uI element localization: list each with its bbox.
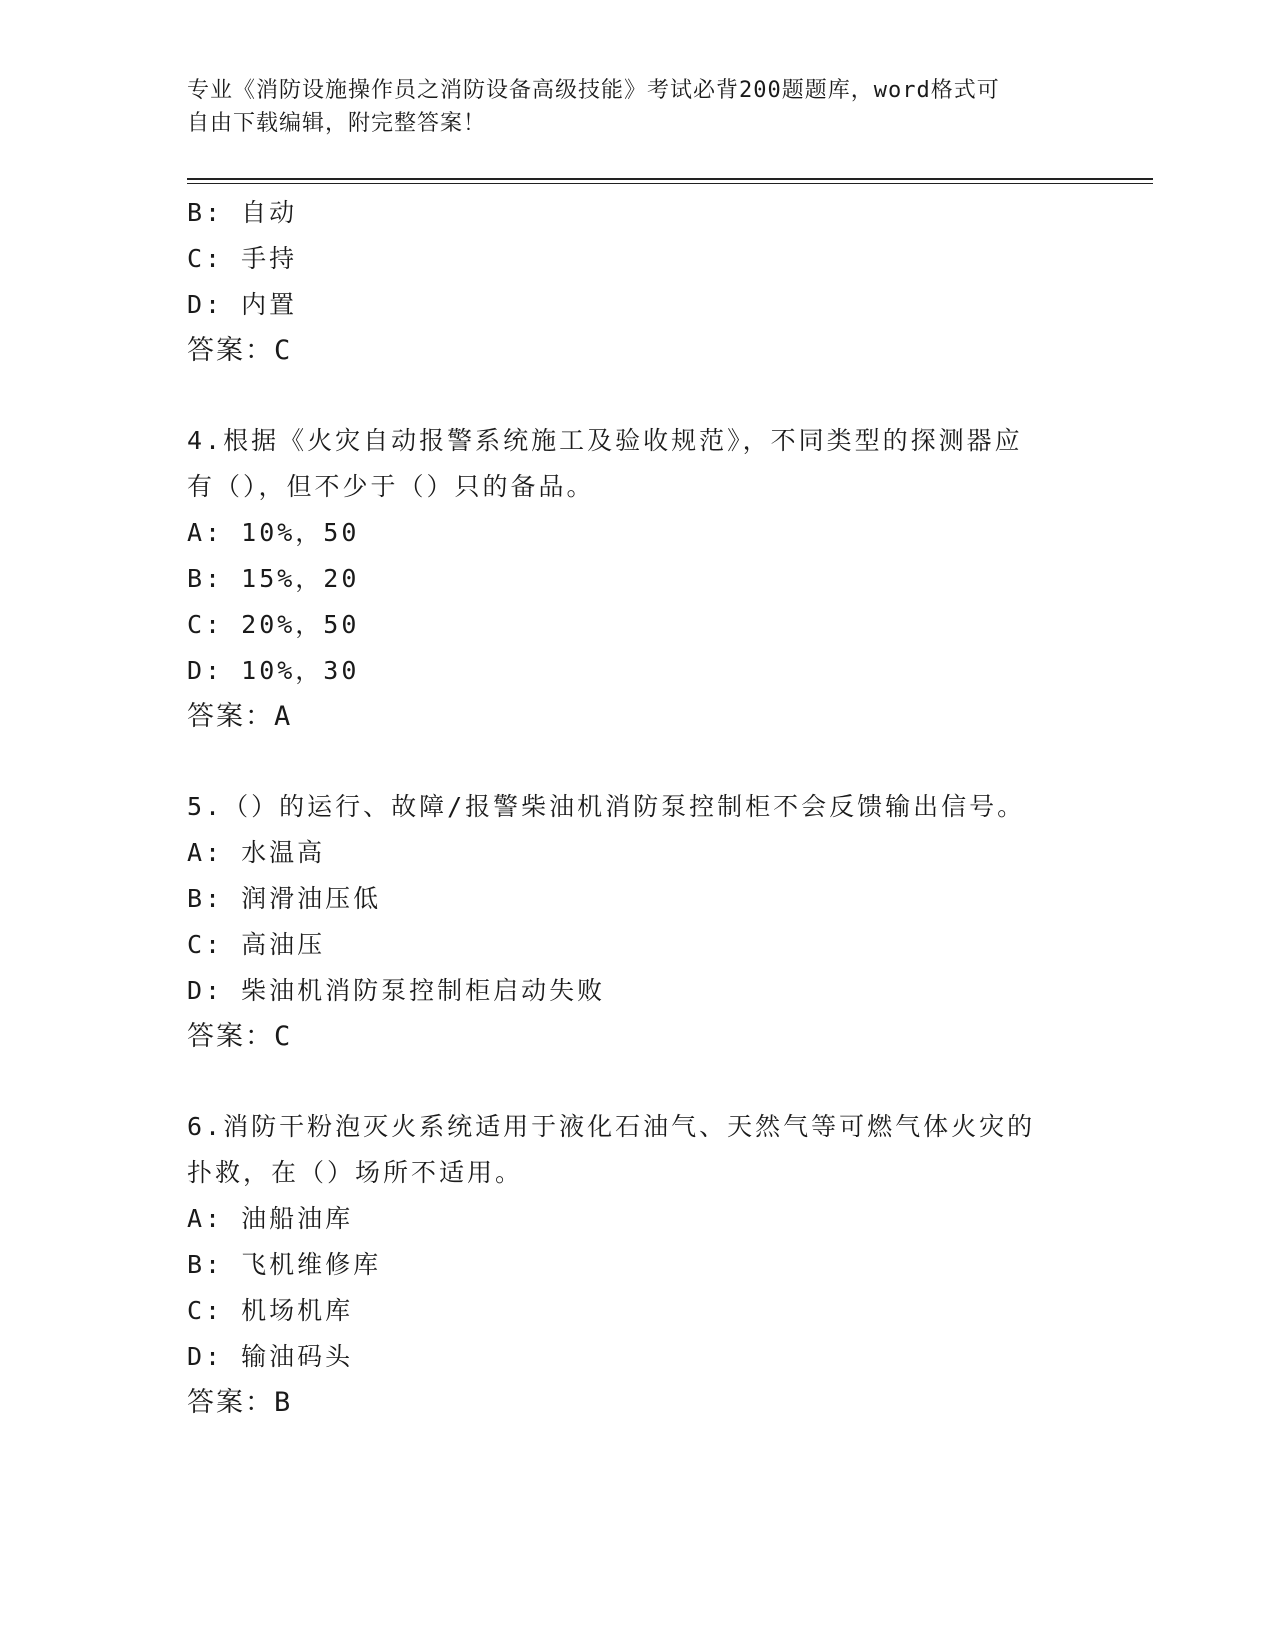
option-d: D: 输油码头 [187, 1342, 354, 1371]
question-list [187, 190, 1087, 1426]
question-stem: 6.消防干粉泡灭火系统适用于液化石油气、天然气等可燃气体火灾的 [187, 1112, 1036, 1141]
document-header: 专业《消防设施操作员之消防设备高级技能》考试必背200题题库，word格式可 自由下载编辑，附完整答案！ [187, 78, 1000, 136]
question-3-continued [187, 190, 1087, 374]
answer: 答案：C [187, 1021, 293, 1052]
answer: 答案：A [187, 701, 293, 732]
header-divider-thin [187, 183, 1153, 184]
question-4 [187, 418, 1087, 740]
option-a: A: 水温高 [187, 838, 326, 867]
option-d: D: 柴油机消防泵控制柜启动失败 [187, 976, 606, 1005]
option-d: D: 10%，30 [187, 656, 360, 685]
option-c: C: 高油压 [187, 930, 326, 959]
question-stem-cont: 扑救，在（）场所不适用。 [187, 1158, 524, 1187]
answer: 答案：B [187, 1387, 293, 1418]
question-6 [187, 1104, 1087, 1426]
question-stem-cont: 有（），但不少于（）只的备品。 [187, 472, 595, 501]
option-c: C: 手持 [187, 244, 298, 273]
answer: 答案：C [187, 335, 293, 366]
option-b: B: 飞机维修库 [187, 1250, 382, 1279]
option-b: B: 自动 [187, 198, 298, 227]
option-b: B: 15%，20 [187, 564, 360, 593]
question-stem: 5.（）的运行、故障/报警柴油机消防泵控制柜不会反馈输出信号。 [187, 792, 1026, 821]
question-5 [187, 784, 1087, 1060]
option-a: A: 油船油库 [187, 1204, 354, 1233]
option-b: B: 润滑油压低 [187, 884, 382, 913]
option-d: D: 内置 [187, 290, 298, 319]
option-a: A: 10%，50 [187, 518, 360, 547]
question-stem: 4.根据《火灾自动报警系统施工及验收规范》，不同类型的探测器应 [187, 426, 1023, 455]
header-divider [187, 178, 1153, 180]
option-c: C: 20%，50 [187, 610, 360, 639]
option-c: C: 机场机库 [187, 1296, 354, 1325]
